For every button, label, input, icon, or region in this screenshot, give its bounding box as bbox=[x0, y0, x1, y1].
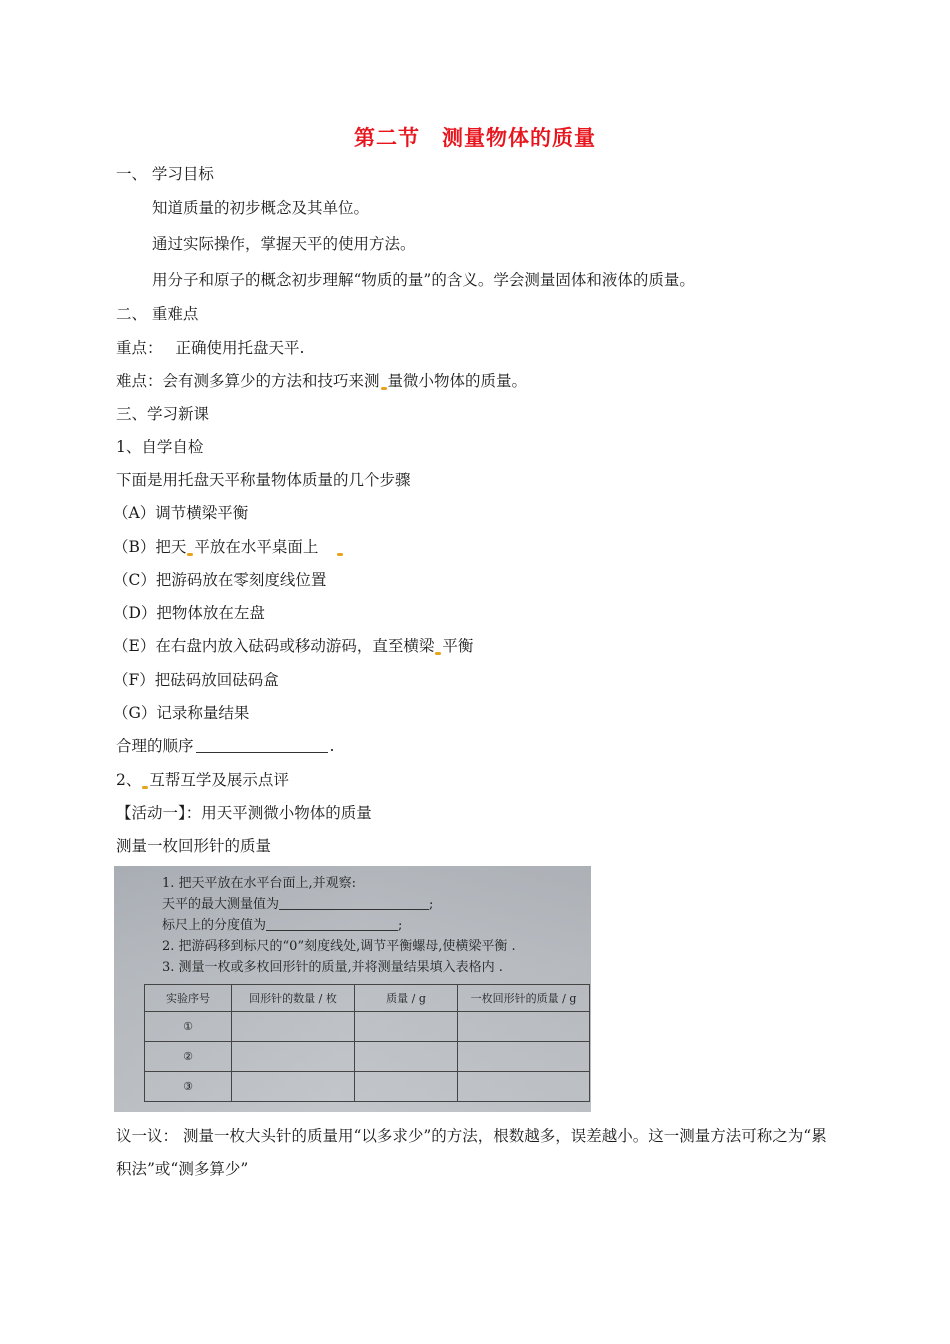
objective-item-1: 知道质量的初步概念及其单位。 bbox=[152, 199, 370, 217]
step-b-text-a: （B）把天 bbox=[113, 538, 187, 556]
subsection-number: 2、 bbox=[116, 771, 142, 789]
highlight-mark bbox=[142, 786, 148, 789]
section-heading-new-lesson: 三、学习新课 bbox=[116, 405, 210, 423]
photo-blank-line bbox=[279, 897, 429, 910]
order-label: 合理的顺序 bbox=[116, 737, 194, 755]
photo-line-2-end: ; bbox=[429, 897, 434, 912]
difficult-point-text-b: 量微小物体的质量。 bbox=[387, 372, 528, 390]
step-d: （D）把物体放在左盘 bbox=[113, 604, 265, 622]
subsection-title: 互帮互学及展示点评 bbox=[149, 771, 289, 789]
key-point bbox=[116, 338, 304, 358]
title-topic: 测量物体的质量 bbox=[442, 126, 596, 150]
table-cell bbox=[458, 1072, 590, 1102]
step-b-text-b: 平放在水平桌面上 bbox=[194, 538, 319, 556]
table-row-number: ① bbox=[145, 1012, 232, 1042]
order-answer-blank[interactable] bbox=[196, 737, 328, 753]
table-cell bbox=[355, 1072, 458, 1102]
objective-item-2: 通过实际操作，掌握天平的使用方法。 bbox=[152, 235, 416, 253]
table-row-number: ③ bbox=[145, 1072, 232, 1102]
table-cell bbox=[232, 1072, 355, 1102]
table-cell bbox=[355, 1042, 458, 1072]
photo-line-1: 1. 把天平放在水平台面上,并观察: bbox=[162, 876, 357, 891]
step-b bbox=[113, 537, 344, 557]
step-e bbox=[113, 636, 473, 656]
table-header-cell: 一枚回形针的质量 / g bbox=[458, 985, 590, 1012]
page-title bbox=[0, 122, 950, 152]
subsection-self-study: 1、自学自检 bbox=[116, 438, 204, 456]
step-a: （A）调节横梁平衡 bbox=[113, 504, 249, 522]
table-cell bbox=[458, 1012, 590, 1042]
key-point-label: 重点： bbox=[116, 339, 163, 357]
table-header-cell: 回形针的数量 / 枚 bbox=[232, 985, 355, 1012]
discussion-text: 测量一枚大头针的质量用“以多求少”的方法，根数越多，误差越小。这一测量方法可称之为“累积法”或“测多算少” bbox=[116, 1127, 827, 1178]
discussion-label: 议一议： bbox=[116, 1127, 179, 1145]
photo-line-3-end: ; bbox=[398, 918, 403, 933]
activity-title: 【活动一】：用天平测微小物体的质量 bbox=[116, 804, 372, 822]
table-cell bbox=[355, 1012, 458, 1042]
highlight-mark bbox=[187, 553, 193, 556]
photo-results-table bbox=[144, 984, 590, 1102]
highlight-mark bbox=[381, 387, 387, 390]
table-row bbox=[145, 1042, 590, 1072]
highlight-mark bbox=[337, 553, 343, 556]
step-g: （G）记录称量结果 bbox=[113, 704, 250, 722]
title-section-number: 第二节 bbox=[354, 126, 420, 150]
section-heading-objectives: 一、 学习目标 bbox=[116, 165, 214, 183]
photo-blank-line bbox=[266, 918, 398, 931]
textbook-photo bbox=[114, 866, 591, 1112]
step-f: （F）把砝码放回砝码盒 bbox=[113, 671, 279, 689]
photo-line-4: 2. 把游码移到标尺的“0”刻度线处,调节平衡螺母,使横梁平衡 . bbox=[162, 939, 516, 954]
objective-item-3: 用分子和原子的概念初步理解“物质的量”的含义。学会测量固体和液体的质量。 bbox=[152, 271, 695, 289]
table-header-row bbox=[145, 985, 590, 1012]
section-heading-key-points: 二、 重难点 bbox=[116, 305, 199, 323]
discussion-paragraph bbox=[116, 1120, 836, 1186]
photo-line-5: 3. 测量一枚或多枚回形针的质量,并将测量结果填入表格内 . bbox=[162, 960, 503, 975]
difficult-point bbox=[116, 371, 527, 391]
order-period: . bbox=[329, 737, 335, 755]
step-e-text-b: 平衡 bbox=[442, 637, 474, 655]
table-header-cell: 实验序号 bbox=[145, 985, 232, 1012]
order-question bbox=[116, 736, 334, 756]
activity-subtitle: 测量一枚回形针的质量 bbox=[116, 837, 272, 855]
photo-max-capacity-label: 天平的最大测量值为 bbox=[162, 897, 280, 912]
table-cell bbox=[458, 1042, 590, 1072]
table-header-cell: 质量 / g bbox=[355, 985, 458, 1012]
table-cell bbox=[232, 1042, 355, 1072]
key-point-text: 正确使用托盘天平. bbox=[175, 339, 305, 357]
steps-intro: 下面是用托盘天平称量物体质量的几个步骤 bbox=[116, 471, 411, 489]
table-row bbox=[145, 1012, 590, 1042]
subsection-peer-learning bbox=[116, 770, 289, 790]
step-c: （C）把游码放在零刻度线位置 bbox=[113, 571, 327, 589]
photo-line-2 bbox=[162, 893, 433, 912]
table-row bbox=[145, 1072, 590, 1102]
table-row-number: ② bbox=[145, 1042, 232, 1072]
difficult-point-text-a: 会有测多算少的方法和技巧来测 bbox=[162, 372, 380, 390]
table-cell bbox=[232, 1012, 355, 1042]
photo-line-3 bbox=[162, 914, 402, 933]
step-e-text-a: （E）在右盘内放入砝码或移动游码，直至横梁 bbox=[113, 637, 435, 655]
highlight-mark bbox=[435, 652, 441, 655]
photo-division-label: 标尺上的分度值为 bbox=[162, 918, 267, 933]
difficult-point-label: 难点： bbox=[116, 372, 163, 390]
